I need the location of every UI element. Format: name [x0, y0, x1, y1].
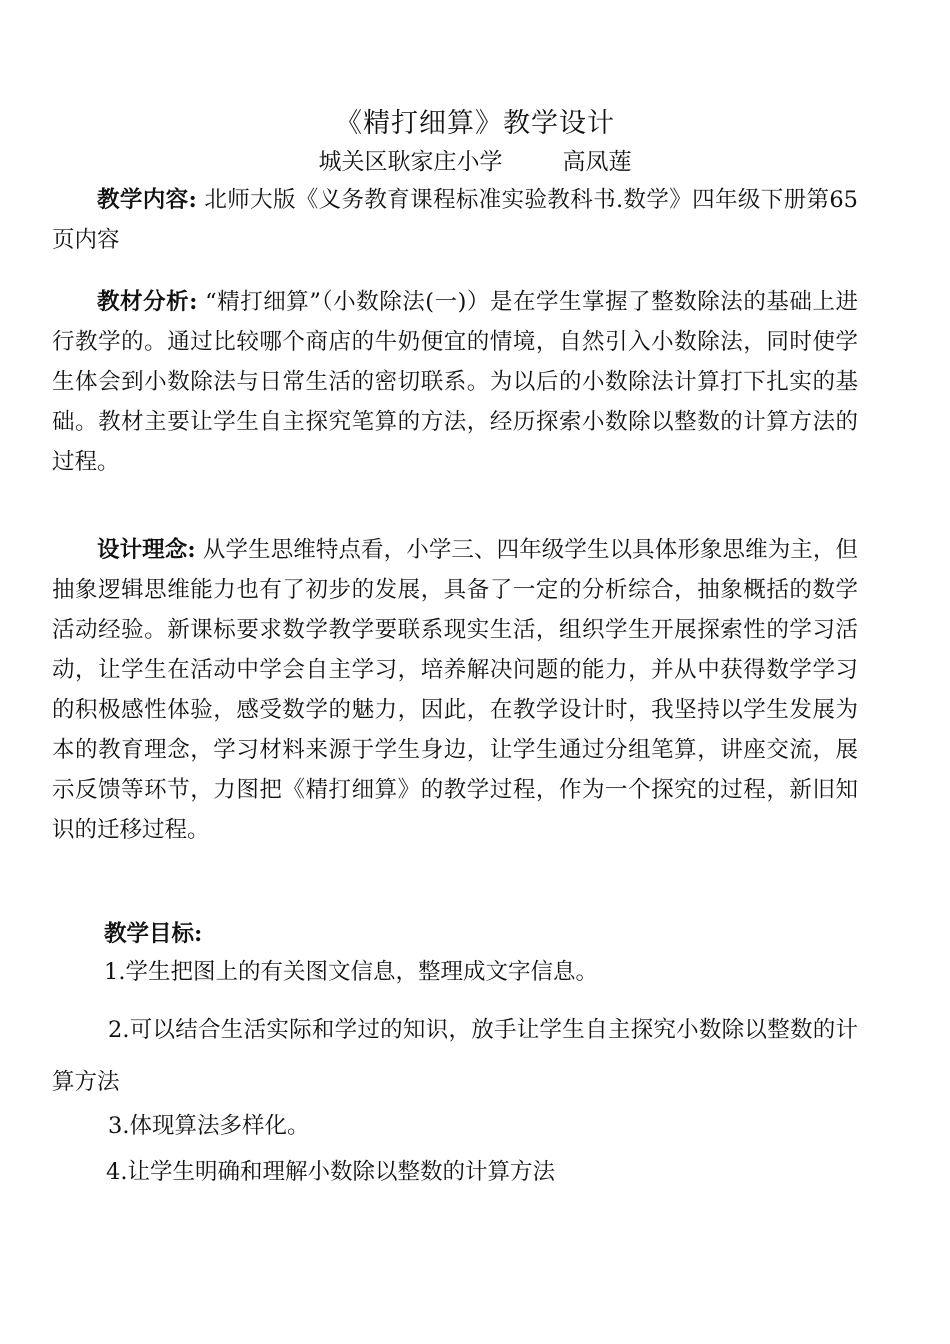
- design-concept-label: 设计理念:: [97, 537, 196, 563]
- textbook-analysis-paragraph: [52, 282, 858, 482]
- document-title: 《精打细算》教学设计: [335, 108, 615, 139]
- teaching-goal-item: 3.体现算法多样化。: [108, 1113, 310, 1139]
- teaching-goal-item: 2.可以结合生活实际和学过的知识，放手让学生自主探究小数除以整数的计算方法: [52, 1017, 858, 1095]
- design-concept-text: 从学生思维特点看，小学三、四年级学生以具体形象思维为主，但抽象逻辑思维能力也有了初步的发展，具备了一定的分析综合，抽象概括的数学活动经验。新课标要求数学教学要联系现实生活，组织学生开展探索性的学习活动，让学生在活动中学会自主学习，培养解决问题的能力，并从中获得数学学习的积极感性体验，感受数学的魅力，因此，在教学设计时，我坚持以学生发展为本的教育理念，学习材料来源于学生身边，让学生通过分组笔算，讲座交流，展示反馈等环节，力图把《精打细算》的教学过程，作为一个探究的过程，新旧知识的迁移过程。: [52, 537, 858, 843]
- textbook-analysis-label: 教材分析:: [97, 289, 198, 315]
- byline: [0, 144, 950, 180]
- teaching-content-paragraph: [52, 180, 858, 260]
- author-name: 高凤莲: [562, 149, 632, 175]
- teaching-content-label: 教学内容:: [97, 187, 197, 213]
- textbook-analysis-text: “精打细算”（小数除法(一)）是在学生掌握了整数除法的基础上进行教学的。通过比较哪个商店的牛奶便宜的情境，自然引入小数除法，同时使学生体会到小数除法与日常生活的密切联系。为以后的小数除法计算打下扎实的基础。教材主要让学生自主探究笔算的方法，经历探索小数除以整数的计算方法的过程。: [52, 289, 858, 475]
- teaching-content-text: 北师大版《义务教育课程标准实验教科书.数学》四年级下册第65页内容: [52, 187, 858, 253]
- teaching-goal-item: 4.让学生明确和理解小数除以整数的计算方法: [106, 1159, 555, 1185]
- teaching-goal-item: 1.学生把图上的有关图文信息，整理成文字信息。: [104, 959, 598, 985]
- school-name: 城关区耿家庄小学: [318, 149, 503, 175]
- design-concept-paragraph: [52, 530, 858, 850]
- teaching-goals-heading: 教学目标:: [104, 921, 203, 947]
